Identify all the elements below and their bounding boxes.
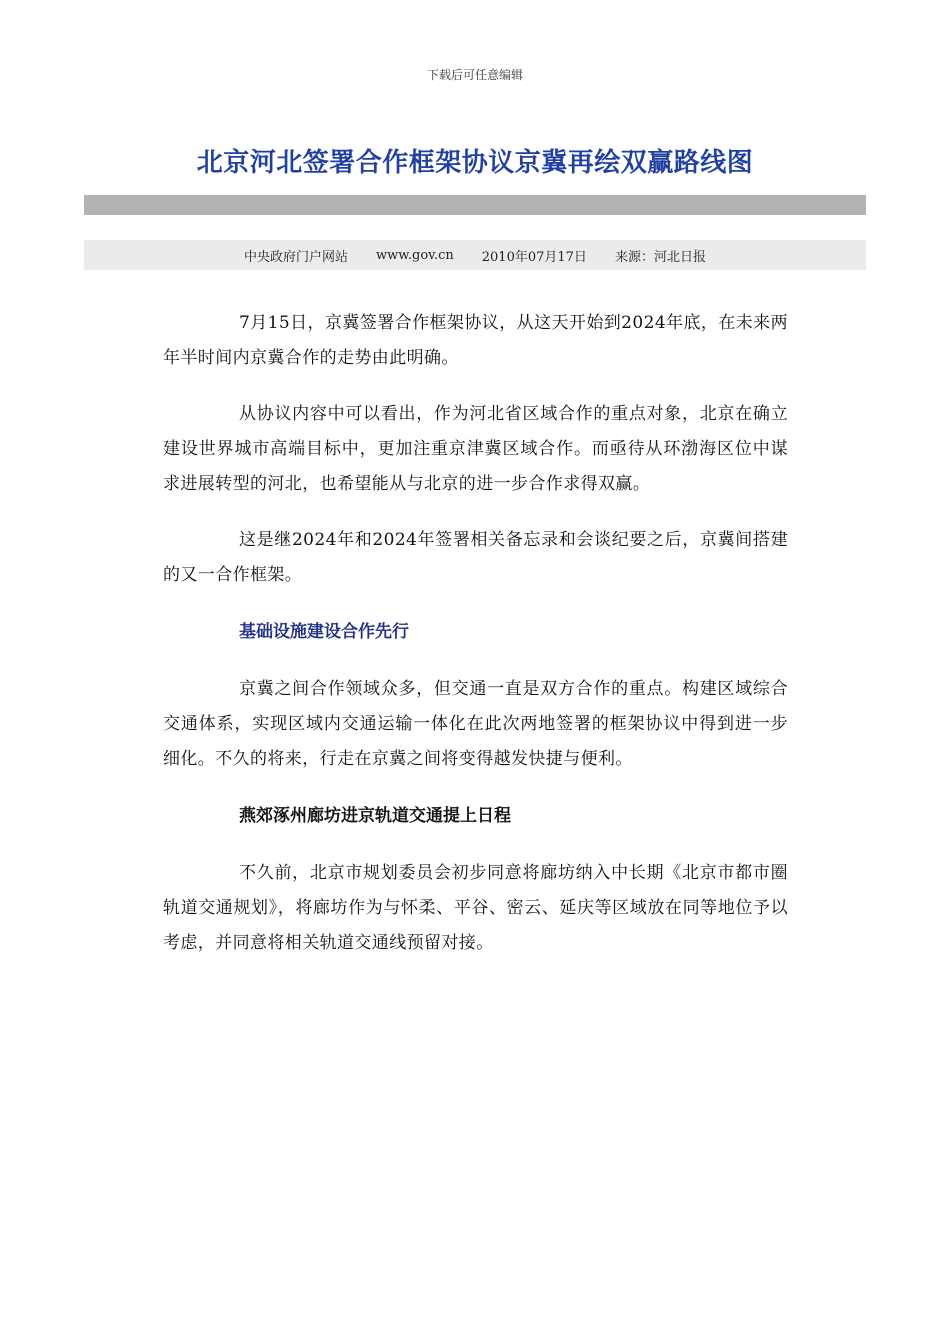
meta-date: 2010年07月17日 bbox=[481, 249, 587, 265]
header-note: 下载后可任意编辑 bbox=[426, 68, 523, 82]
paragraph-2: 从协议内容中可以看出，作为河北省区域合作的重点对象，北京在确立建设世界城市高端目标中，更加注重京津冀区域合作。而亟待从环渤海区位中谋求进展转型的河北，也希望能从与北京的进一步合作求得双赢。 bbox=[163, 404, 788, 494]
section-heading-rail: 燕郊涿州廊坊进京轨道交通提上日程 bbox=[239, 806, 511, 826]
section-heading-infrastructure: 基础设施建设合作先行 bbox=[239, 622, 409, 642]
page-title: 北京河北签署合作框架协议京冀再绘双赢路线图 bbox=[196, 148, 754, 178]
meta-site: 中央政府门户网站 bbox=[244, 249, 349, 265]
paragraph-3: 这是继2024年和2024年签署相关备忘录和会谈纪要之后，京冀间搭建的又一合作框架。 bbox=[163, 530, 788, 585]
article-body bbox=[163, 306, 788, 982]
meta-url: www.gov.cn bbox=[376, 247, 454, 263]
meta-source: 来源：河北日报 bbox=[614, 249, 706, 265]
paragraph-4: 京冀之间合作领域众多，但交通一直是双方合作的重点。构建区域综合交通体系，实现区域内交通运输一体化在此次两地签署的框架协议中得到进一步细化。不久的将来，行走在京冀之间将变得越发快捷与便利。 bbox=[163, 679, 788, 769]
article-meta bbox=[84, 240, 866, 270]
paragraph-1: 7月15日，京冀签署合作框架协议，从这天开始到2024年底，在未来两年半时间内京冀合作的走势由此明确。 bbox=[163, 313, 788, 368]
paragraph-5: 不久前，北京市规划委员会初步同意将廊坊纳入中长期《北京市都市圈轨道交通规划》，将廊坊作为与怀柔、平谷、密云、延庆等区域放在同等地位予以考虑，并同意将相关轨道交通线预留对接。 bbox=[163, 863, 788, 953]
title-divider-bar bbox=[84, 195, 866, 215]
